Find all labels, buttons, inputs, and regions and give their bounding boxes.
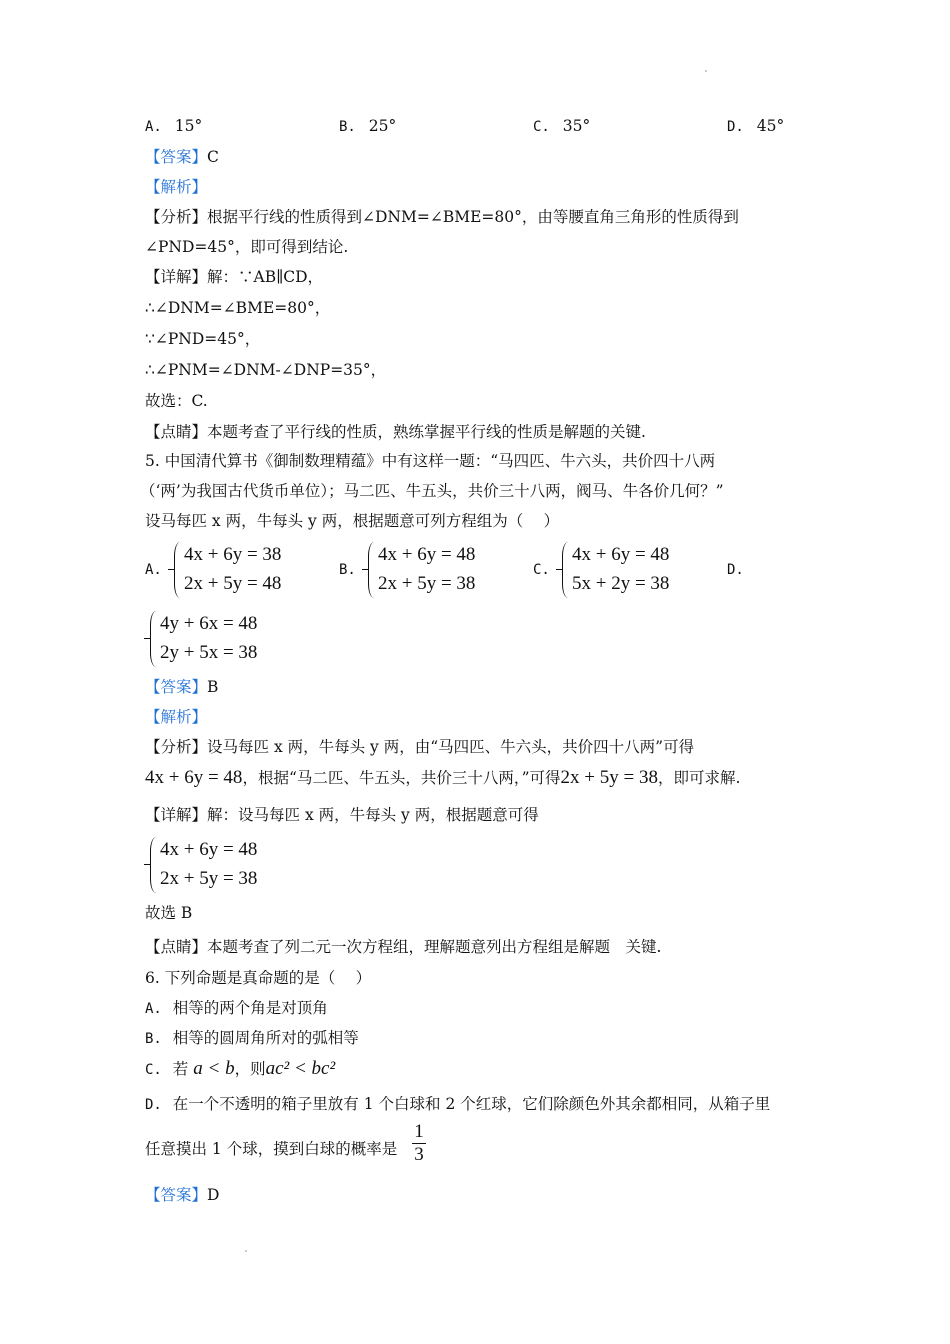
q5-stem-2: （‘两’为我国古代货币单位）；马二匹、牛五头，共价三十八两，阀马、牛各价几何？” [140, 482, 724, 500]
q6-option-a [145, 998, 328, 1019]
q6-option-b [145, 1028, 359, 1049]
option-text: ，则 [234, 1060, 266, 1078]
fraction-numerator: 1 [414, 1121, 424, 1142]
option-text: 25° [368, 117, 397, 135]
q4-step-3: ∴∠PNM=∠DNM-∠DNP=35°， [145, 361, 387, 379]
q6-stem: 6. 下列命题是真命题的是（ ） [145, 969, 372, 987]
q5-option-d-letter: D. [727, 562, 744, 578]
probability-fraction [412, 1122, 426, 1165]
q6-answer-line [145, 1185, 219, 1205]
xiangjie-text: 解：∵AB∥CD， [207, 268, 324, 286]
q5-choose: 故选 B [145, 904, 193, 922]
q5-analysis-tag: 【解析】 [145, 708, 208, 726]
page-speck-bottom [245, 1250, 247, 1252]
fenxi-text: 设马每匹 x 两，牛每头 y 两，由“马四匹、牛六头，共价四十八两”可得 [207, 738, 695, 756]
option-letter: D. [145, 1097, 162, 1113]
option-text: 35° [562, 117, 591, 135]
q4-option-b [339, 117, 396, 135]
equation-1: 4x + 6y = 48 [378, 544, 476, 565]
brace-icon [368, 542, 376, 598]
dianjing-tag: 【点睛】 [145, 938, 208, 956]
page-speck-top [705, 70, 707, 72]
q4-option-d [727, 117, 784, 135]
option-letter: C. [145, 1062, 162, 1078]
dianjing-tag: 【点睛】 [145, 423, 208, 441]
q5-stem-1: 5. 中国清代算书《御制数理精蕴》中有这样一题：“马四匹、牛六头，共价四十八两 [145, 452, 716, 470]
equation-1: 4x + 6y = 38 [184, 544, 282, 565]
q5-xiangjie-line [145, 805, 539, 825]
result-expression: ac² < bc² [265, 1058, 336, 1079]
q4-fenxi-line-2: ∠PND=45°，即可得到结论. [145, 238, 349, 256]
q4-step-1: ∴∠DNM=∠BME=80°， [145, 299, 331, 317]
brace-icon [174, 542, 182, 598]
q5-dianjing-line [145, 937, 661, 957]
answer-tag: 【答案】 [145, 1186, 208, 1204]
q5-option-b-letter: B. [339, 562, 356, 578]
answer-value: C [207, 148, 219, 166]
equation-1: 4y + 6x = 48 [160, 613, 258, 634]
equation-2: 2x + 5y = 48 [184, 573, 282, 594]
q5-fenxi-line-2 [145, 767, 740, 789]
option-text: 相等的圆周角所对的弧相等 [172, 1029, 359, 1047]
brace-icon [562, 542, 570, 598]
dianjing-text: 本题考查了平行线的性质，熟练掌握平行线的性质是解题的关键. [207, 423, 646, 441]
option-letter: B. [339, 119, 356, 135]
q6-option-c [145, 1058, 335, 1081]
answer-value: D [207, 1186, 220, 1204]
equation-2: 2x + 5y = 38 [378, 573, 476, 594]
q4-option-a [145, 117, 202, 135]
equation-2: 5x + 2y = 38 [572, 573, 670, 594]
xiangjie-tag: 【详解】 [145, 806, 208, 824]
condition-expression: a < b [193, 1058, 235, 1079]
fenxi-equation-2: 2x + 5y = 38 [560, 767, 658, 788]
q4-analysis-tag: 【解析】 [145, 178, 208, 196]
fenxi-text: ，即可求解. [657, 769, 741, 787]
option-letter: A. [145, 119, 162, 135]
fenxi-text: 根据平行线的性质得到∠DNM=∠BME=80°，由等腰直角三角形的性质得到 [207, 208, 739, 226]
answer-value: B [207, 678, 219, 696]
option-letter: D. [727, 119, 744, 135]
q5-option-a-letter: A. [145, 562, 162, 578]
q4-xiangjie-line [145, 267, 323, 287]
q4-option-c [533, 117, 590, 135]
option-letter: B. [145, 1031, 162, 1047]
option-letter: C. [533, 119, 550, 135]
fenxi-tag: 【分析】 [145, 738, 208, 756]
q4-choose: 故选：C. [145, 392, 208, 410]
q4-step-2: ∵∠PND=45°， [145, 330, 261, 348]
fenxi-tag: 【分析】 [145, 208, 208, 226]
answer-tag: 【答案】 [145, 678, 208, 696]
q5-stem-3: 设马每匹 x 两，牛每头 y 两，根据题意可列方程组为（ ） [145, 512, 560, 530]
brace-icon [150, 837, 158, 893]
fraction-denominator: 3 [414, 1144, 424, 1165]
q5-answer-line [145, 677, 218, 697]
q5-option-c-letter: C. [533, 562, 550, 578]
q6-option-d-line-1 [145, 1094, 770, 1115]
xiangjie-text: 解：设马每匹 x 两，牛每头 y 两，根据题意可得 [207, 806, 539, 824]
q4-answer-line [145, 147, 219, 167]
q5-fenxi-line-1 [145, 737, 694, 757]
option-text: 45° [756, 117, 785, 135]
equation-2: 2x + 5y = 38 [160, 868, 258, 889]
option-text: 若 [172, 1060, 189, 1078]
brace-icon [150, 611, 158, 667]
option-text: 相等的两个角是对顶角 [172, 999, 328, 1017]
fenxi-equation-1: 4x + 6y = 48 [145, 767, 243, 788]
q6-option-d-line-2: 任意摸出 1 个球，摸到白球的概率是 [145, 1140, 398, 1158]
equation-1: 4x + 6y = 48 [160, 839, 258, 860]
q4-dianjing-line [145, 422, 646, 442]
xiangjie-tag: 【详解】 [145, 268, 208, 286]
option-text: 15° [174, 117, 203, 135]
option-letter: A. [145, 1001, 162, 1017]
answer-tag: 【答案】 [145, 148, 208, 166]
fenxi-text: ，根据“马二匹、牛五头，共价三十八两，”可得 [242, 769, 561, 787]
q4-fenxi-line-1 [145, 207, 739, 227]
option-text: 在一个不透明的箱子里放有 1 个白球和 2 个红球，它们除颜色外其余都相同，从箱子里 [172, 1095, 771, 1113]
dianjing-text: 本题考查了列二元一次方程组，理解题意列出方程组是解题 关键. [207, 938, 662, 956]
equation-1: 4x + 6y = 48 [572, 544, 670, 565]
equation-2: 2y + 5x = 38 [160, 642, 258, 663]
